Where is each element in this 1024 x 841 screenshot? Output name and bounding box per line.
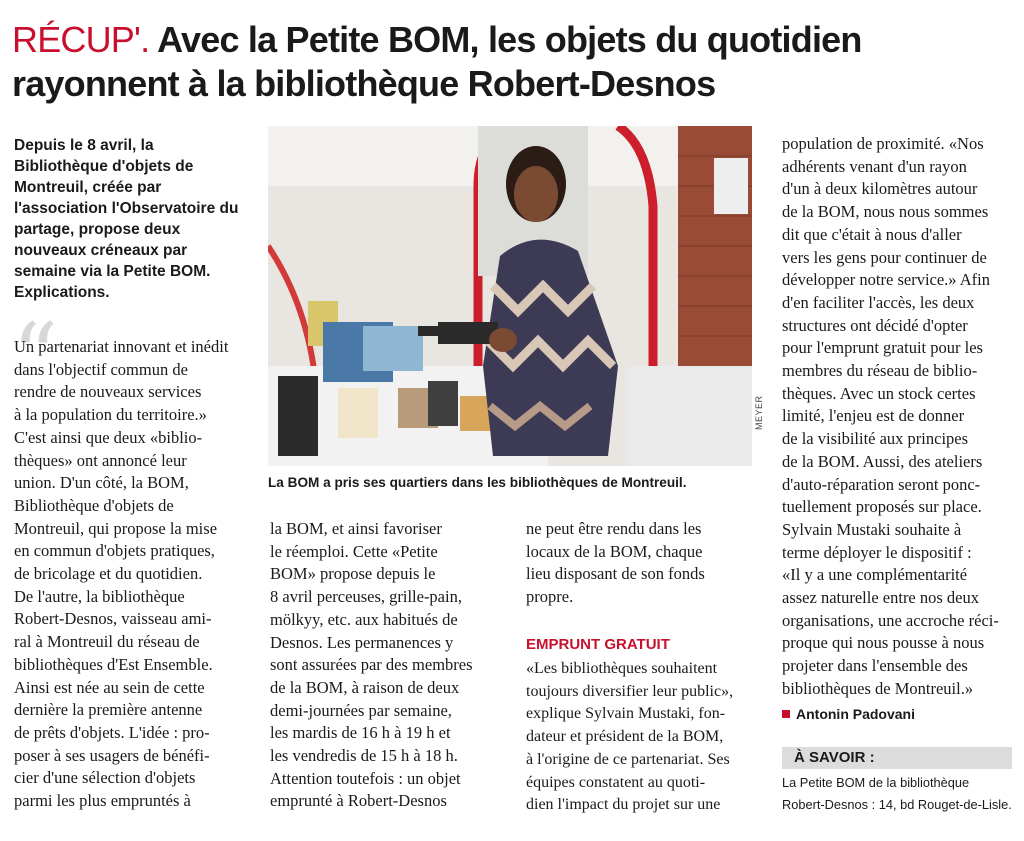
headline bbox=[12, 18, 1012, 106]
photo-credit: MEYER bbox=[754, 395, 764, 430]
headline-line-2: rayonnent à la bibliothèque Robert-Desnos bbox=[12, 63, 716, 104]
headline-kicker: RÉCUP'. bbox=[12, 19, 150, 60]
article-column-2: la BOM, et ainsi favoriser le réemploi. Cette «Petite BOM» propose depuis le 8 avril perceuses, grille-pain, mölkyy, etc. aux habitués de Desnos. Les permanences y sont assurées par des membres de la BOM, à raison de deux demi-journées par semaine, les mardis de 16 h à 19 h et les vendredis de 15 h à 18 h. Attention toutefois : un objet emprunté à Robert-Desnos bbox=[270, 519, 473, 811]
savoir-title: À SAVOIR : bbox=[794, 749, 875, 766]
photo-caption: La BOM a pris ses quartiers dans les bibliothèques de Montreuil. bbox=[268, 475, 687, 490]
author-byline bbox=[782, 706, 915, 722]
author-name: Antonin Padovani bbox=[796, 706, 915, 722]
quote-mark-icon: “ bbox=[12, 304, 59, 409]
article-column-4: population de proximité. «Nos adhérents venant d'un rayon d'un à deux kilomètres autour de la BOM, nous nous sommes dit que c'était à nous d'aller vers les gens pour continuer de développer notre service.» Afin d'en faciliter l'accès, les deux structures ont décidé d'opter pour l'emprunt gratuit pour les membres du réseau de biblio- thèques. Avec un stock certes limité, l'enjeu est de donner de la visibilité aux principes de la BOM. Aussi, des ateliers d'auto-réparation seront ponc- tuellement proposés sur place. Sylvain Mustaki souhaite à terme déployer le dispositif : «Il y a une complémentarité assez naturelle entre nos deux organisations, une accroche réci- proque qui nous pousse à nous projeter dans l'ensemble des bibliothèques de Montreuil.» bbox=[782, 134, 999, 698]
article-column-3-top: ne peut être rendu dans les locaux de la BOM, chaque lieu disposant de son fonds propre. bbox=[526, 519, 705, 607]
author-square-icon bbox=[782, 710, 790, 718]
article-column-1: Un partenariat innovant et inédit dans l'objectif commun de rendre de nouveaux services à la population du territoire.» C'est ainsi que deux «biblio- thèques» ont annoncé leur union. D'un côté, la BOM, Bibliothèque d'objets de Montreuil, qui propose la mise en commun d'objets pratiques, de bricolage et du quotidien. De l'autre, la bibliothèque Robert-Desnos, vaisseau ami- ral à Montreuil du réseau de bibliothèques d'Est Ensemble. Ainsi est née au sein de cette dernière la première antenne de prêts d'objets. L'idée : pro- poser à ses usagers de bénéfi- cier d'une sélection d'objets parmi les plus empruntés à bbox=[14, 337, 229, 811]
photo-illustration bbox=[268, 126, 752, 466]
headline-line-1: Avec la Petite BOM, les objets du quotidien bbox=[157, 19, 862, 60]
article-lead: Depuis le 8 avril, la Bibliothèque d'objets de Montreuil, créée par l'association l'Observatoire du partage, propose deux nouveaux créneaux par semaine via la Petite BOM. Explications. bbox=[14, 137, 239, 301]
article-column-3-bottom: «Les bibliothèques souhaitent toujours diversifier leur public», explique Sylvain Mustaki, fon- dateur et président de la BOM, à l'origine de ce partenariat. Ses équipes constatent au quoti- dien l'impact du projet sur une bbox=[526, 660, 734, 814]
article-photo bbox=[268, 126, 752, 466]
savoir-text: La Petite BOM de la bibliothèque Robert-Desnos : 14, bd Rouget-de-Lisle. bbox=[782, 775, 1012, 812]
section-subhead: EMPRUNT GRATUIT bbox=[526, 636, 670, 653]
